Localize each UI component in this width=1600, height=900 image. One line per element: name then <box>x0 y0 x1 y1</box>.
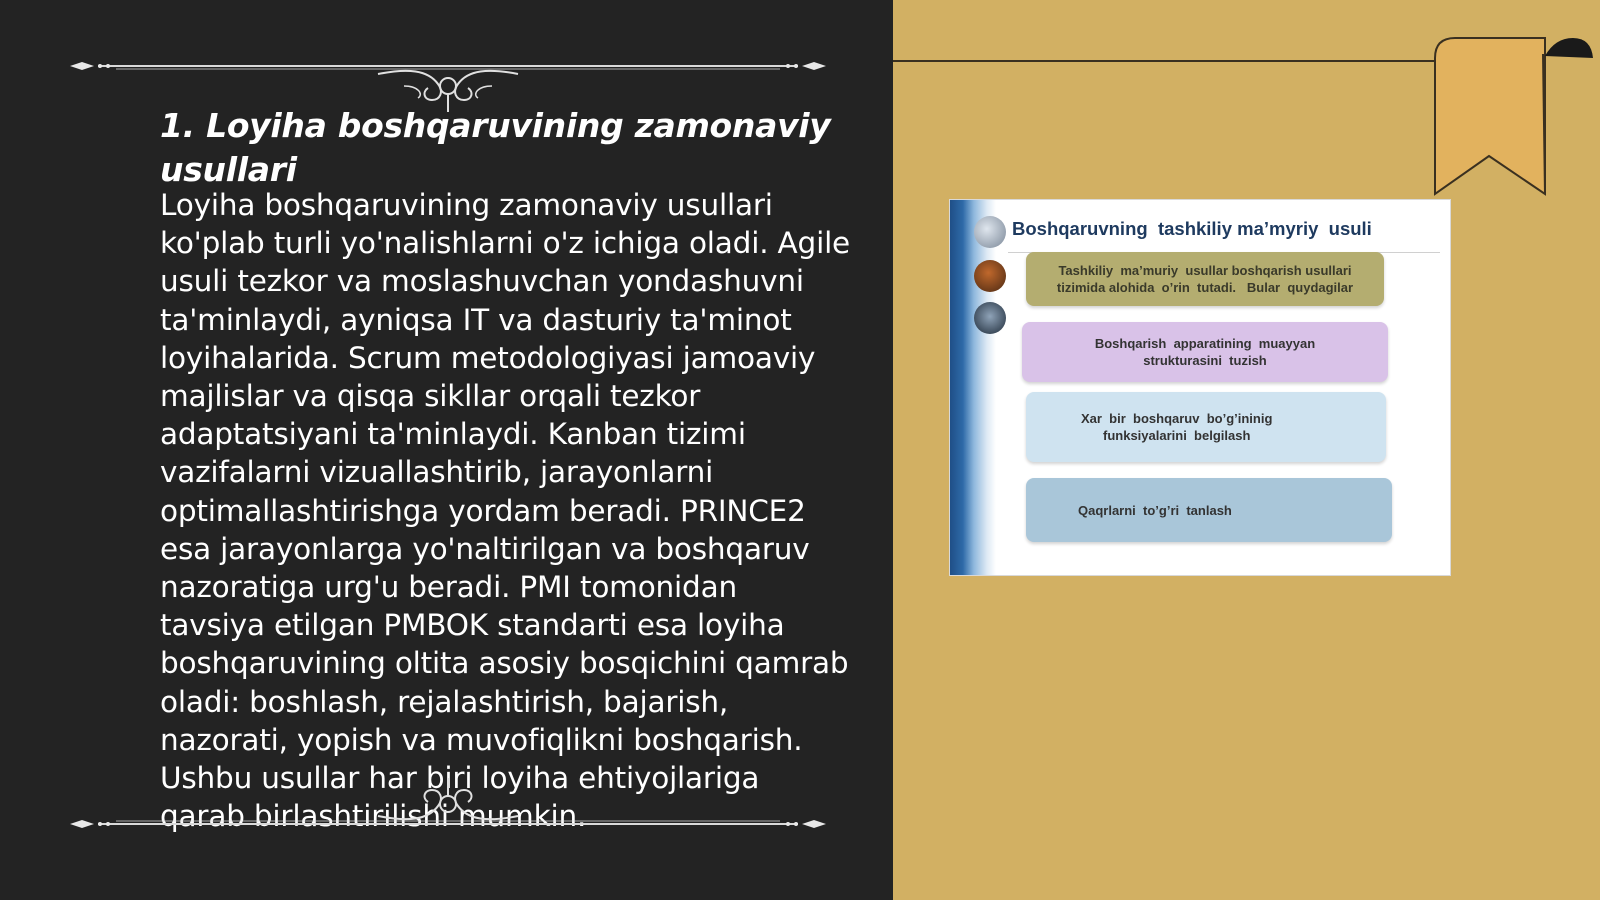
slide-gradient-bar <box>950 200 996 575</box>
slide-box-4: Qaqrlarni to’g’ri tanlash <box>1026 478 1392 542</box>
embedded-slide-image <box>950 200 1450 575</box>
slide-title: 1. Loyiha boshqaruvining zamonaviy usullari <box>160 106 831 189</box>
slide-body-text: Loyiha boshqaruvining zamonaviy usullari ko'plab turli yo'nalishlarni o'z ichiga oladi. Agile usuli tezkor va moslashuvchan yondashuvni ta'minlaydi, ayniqsa IT va dasturiy ta'minot loyihalarida. Scrum metodologiyasi jamoaviy majlislar va qisqa sikllar orqali tezkor adaptatsiyani ta'minlaydi. Kanban tizimi vazifalarni vizuallashtirib, jarayonlarni optimallashtirishga yordam beradi. PRINCE2 esa jarayonlarga yo'naltirilgan va boshqaruv nazoratiga urg'u beradi. PMI tomonidan tavsiya etilgan PMBOK standarti esa loyiha boshqaruvining oltita asosiy bosqichini qamrab oladi: boshlash, rejalashtirish, bajarish, nazorati, yopish va muvofiqlikni boshqarish. Ushbu usullar har biri loyiha ehtiyojlariga qarab birlashtirilishi mumkin. <box>160 188 851 834</box>
embedded-slide-title: Boshqaruvning tashkiliy ma’myriy usuli <box>1012 218 1372 239</box>
person-figure-icon <box>974 260 1006 292</box>
top-divider-line <box>893 60 1438 62</box>
slide-box-2: Boshqarish apparatining muayyan strukturasini tuzish <box>1022 322 1388 382</box>
group-figure-icon <box>974 302 1006 334</box>
slide-box-1: Tashkiliy ma’muriy usullar boshqarish usullari tizimida alohida o’rin tutadi. Bular quydagilar <box>1026 252 1384 306</box>
bookmark-icon <box>1433 36 1600 196</box>
slide-box-3: Xar bir boshqaruv bo’g’ininig funksiyalarini belgilash <box>1026 392 1386 462</box>
gear-figure-icon <box>974 216 1006 248</box>
bottom-ornament <box>68 772 828 832</box>
